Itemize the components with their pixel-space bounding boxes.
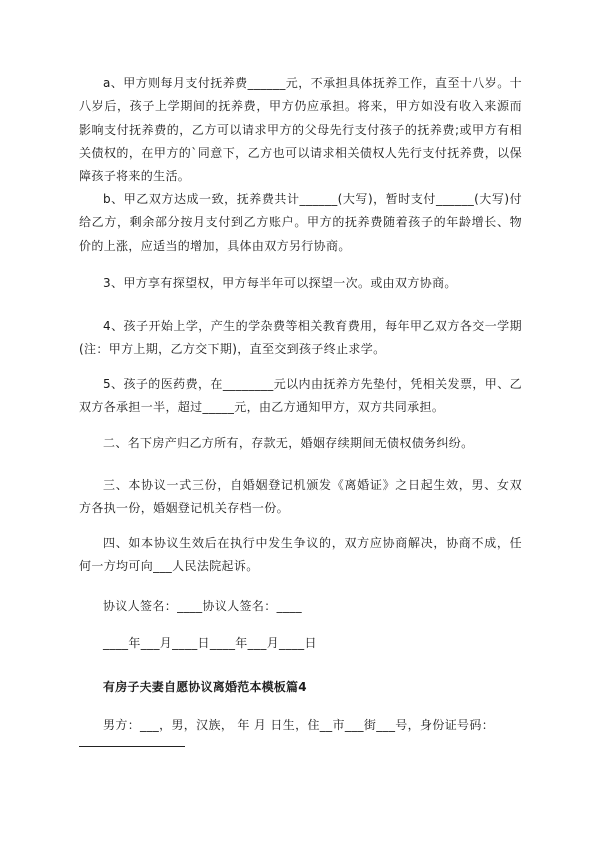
signature-line: 协议人签名：____协议人签名：____ bbox=[103, 599, 303, 613]
paragraph-visitation: 3、甲方享有探望权，甲方每半年可以探望一次。或由双方协商。 bbox=[103, 276, 457, 290]
paragraph-medical-fees: 5、孩子的医药费，在________元以内由抚养方先垫付，凭相关发票，甲、乙双方各承担一半，超过_____元，由乙方通知甲方，双方共同承担。 bbox=[79, 377, 522, 415]
paragraph-child-support-total: b、甲乙双方达成一致，抚养费共计______(大写)，暂时支付______(大写)付给乙方，剩余部分按月支付到乙方账户。甲方的抚养费随着孩子的年龄增长、物价的上涨，应适当的增加，具体由双方另行协商。 bbox=[79, 192, 522, 253]
paragraph-copies: 三、本协议一式三份，自婚姻登记机颁发《离婚证》之日起生效，男、女双方各执一份，婚姻登记机关存档一份。 bbox=[79, 478, 522, 516]
paragraph-disputes: 四、如本协议生效后在执行中发生争议的，双方应协商解决，协商不成，任何一方均可向___人民法院起诉。 bbox=[79, 536, 522, 574]
id-number-blank-line bbox=[79, 746, 185, 747]
paragraph-male-party: 男方：___，男，汉族， 年 月 日生，住__市___街___号，身份证号码： bbox=[103, 718, 495, 732]
paragraph-child-support-monthly: a、甲方则每月支付抚养费______元，不承担具体抚养工作，直至十八岁。十八岁后，孩子上学期间的抚养费，甲方仍应承担。将来，甲方如没有收入来源而影响支付抚养费的，乙方可以请求甲方的父母先行支付孩子的抚养费;或甲方有相关债权的，在甲方的`同意下，乙方也可以请求相关债权人先行支付抚养费，以保障孩子将来的生活。 bbox=[79, 76, 522, 184]
paragraph-property: 二、名下房产归乙方所有，存款无，婚姻存续期间无债权债务纠纷。 bbox=[103, 436, 474, 450]
paragraph-education-fees: 4、孩子开始上学，产生的学杂费等相关教育费用，每年甲乙双方各交一学期(注：甲方上期，乙方交下期)，直至交到孩子终止求学。 bbox=[79, 319, 522, 357]
date-line: ____年___月____日____年___月____日 bbox=[103, 636, 317, 650]
section-heading: 有房子夫妻自愿协议离婚范本模板篇4 bbox=[103, 680, 307, 694]
